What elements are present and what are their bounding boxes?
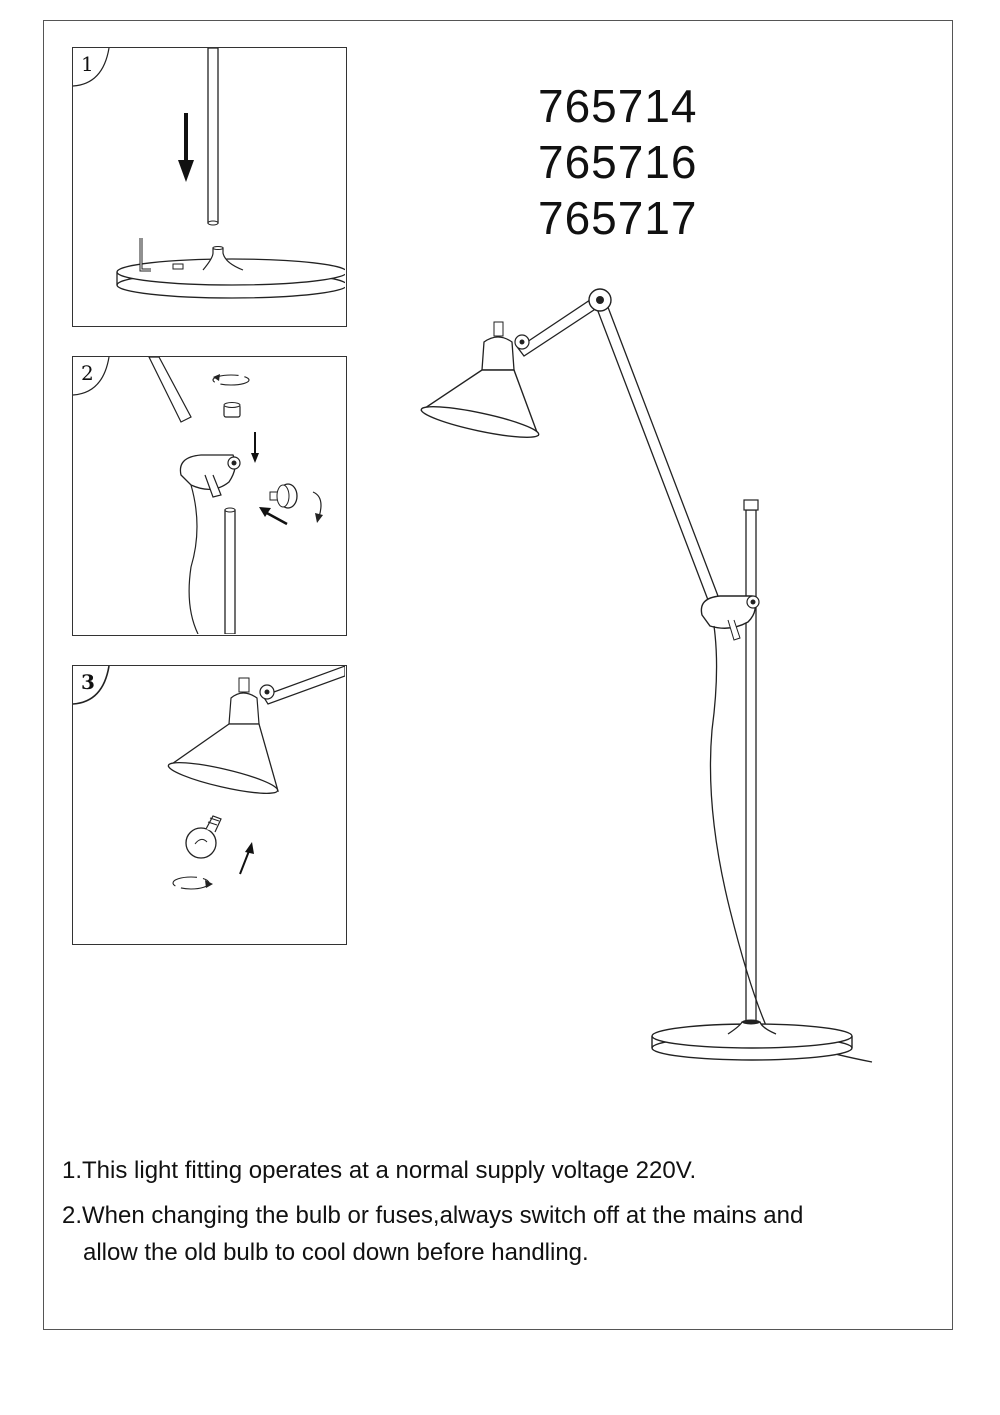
- model-number: 765717: [538, 192, 698, 244]
- step-3-illustration: [73, 666, 345, 943]
- pole-cap: [744, 500, 758, 510]
- note-index: 1.: [62, 1157, 83, 1184]
- model-number: 765716: [538, 136, 698, 188]
- rotate-arrow-icon: [173, 877, 209, 889]
- step-1-illustration: [73, 48, 345, 325]
- step-number: 1: [81, 52, 94, 76]
- step-2-panel: [72, 356, 347, 636]
- rotate-arrow-icon: [313, 492, 321, 517]
- power-cord: [189, 485, 198, 634]
- step-1-panel: [72, 47, 347, 327]
- note-text-continued: allow the old bulb to cool down before handling.: [83, 1239, 589, 1266]
- note-text: This light fitting operates at a normal supply voltage 220V.: [82, 1157, 697, 1184]
- model-number: 765714: [538, 80, 698, 132]
- note-text: When changing the bulb or fuses,always switch off at the mains and: [82, 1202, 804, 1229]
- safety-notes: [62, 1152, 942, 1271]
- lamp-pole: [225, 510, 235, 634]
- step-number: 2: [81, 361, 94, 385]
- step-2-illustration: [73, 357, 345, 634]
- power-cord: [710, 626, 872, 1062]
- lamp-arm: [149, 357, 191, 422]
- floor-lamp-illustration: [400, 270, 890, 1090]
- model-number-list: [538, 78, 698, 246]
- lamp-pole: [208, 48, 218, 223]
- note-item: [62, 1197, 942, 1271]
- light-bulb-icon: [186, 828, 216, 858]
- lower-arm: [596, 302, 718, 600]
- note-index: 2.: [62, 1202, 83, 1229]
- step-3-panel: [72, 665, 347, 945]
- arrow-up-icon: [240, 851, 249, 874]
- lamp-pole: [746, 510, 756, 1030]
- arrow-diagonal-icon: [265, 512, 287, 524]
- step-number: 3: [81, 670, 95, 694]
- note-item: [62, 1152, 942, 1189]
- lamp-arm: [263, 666, 345, 704]
